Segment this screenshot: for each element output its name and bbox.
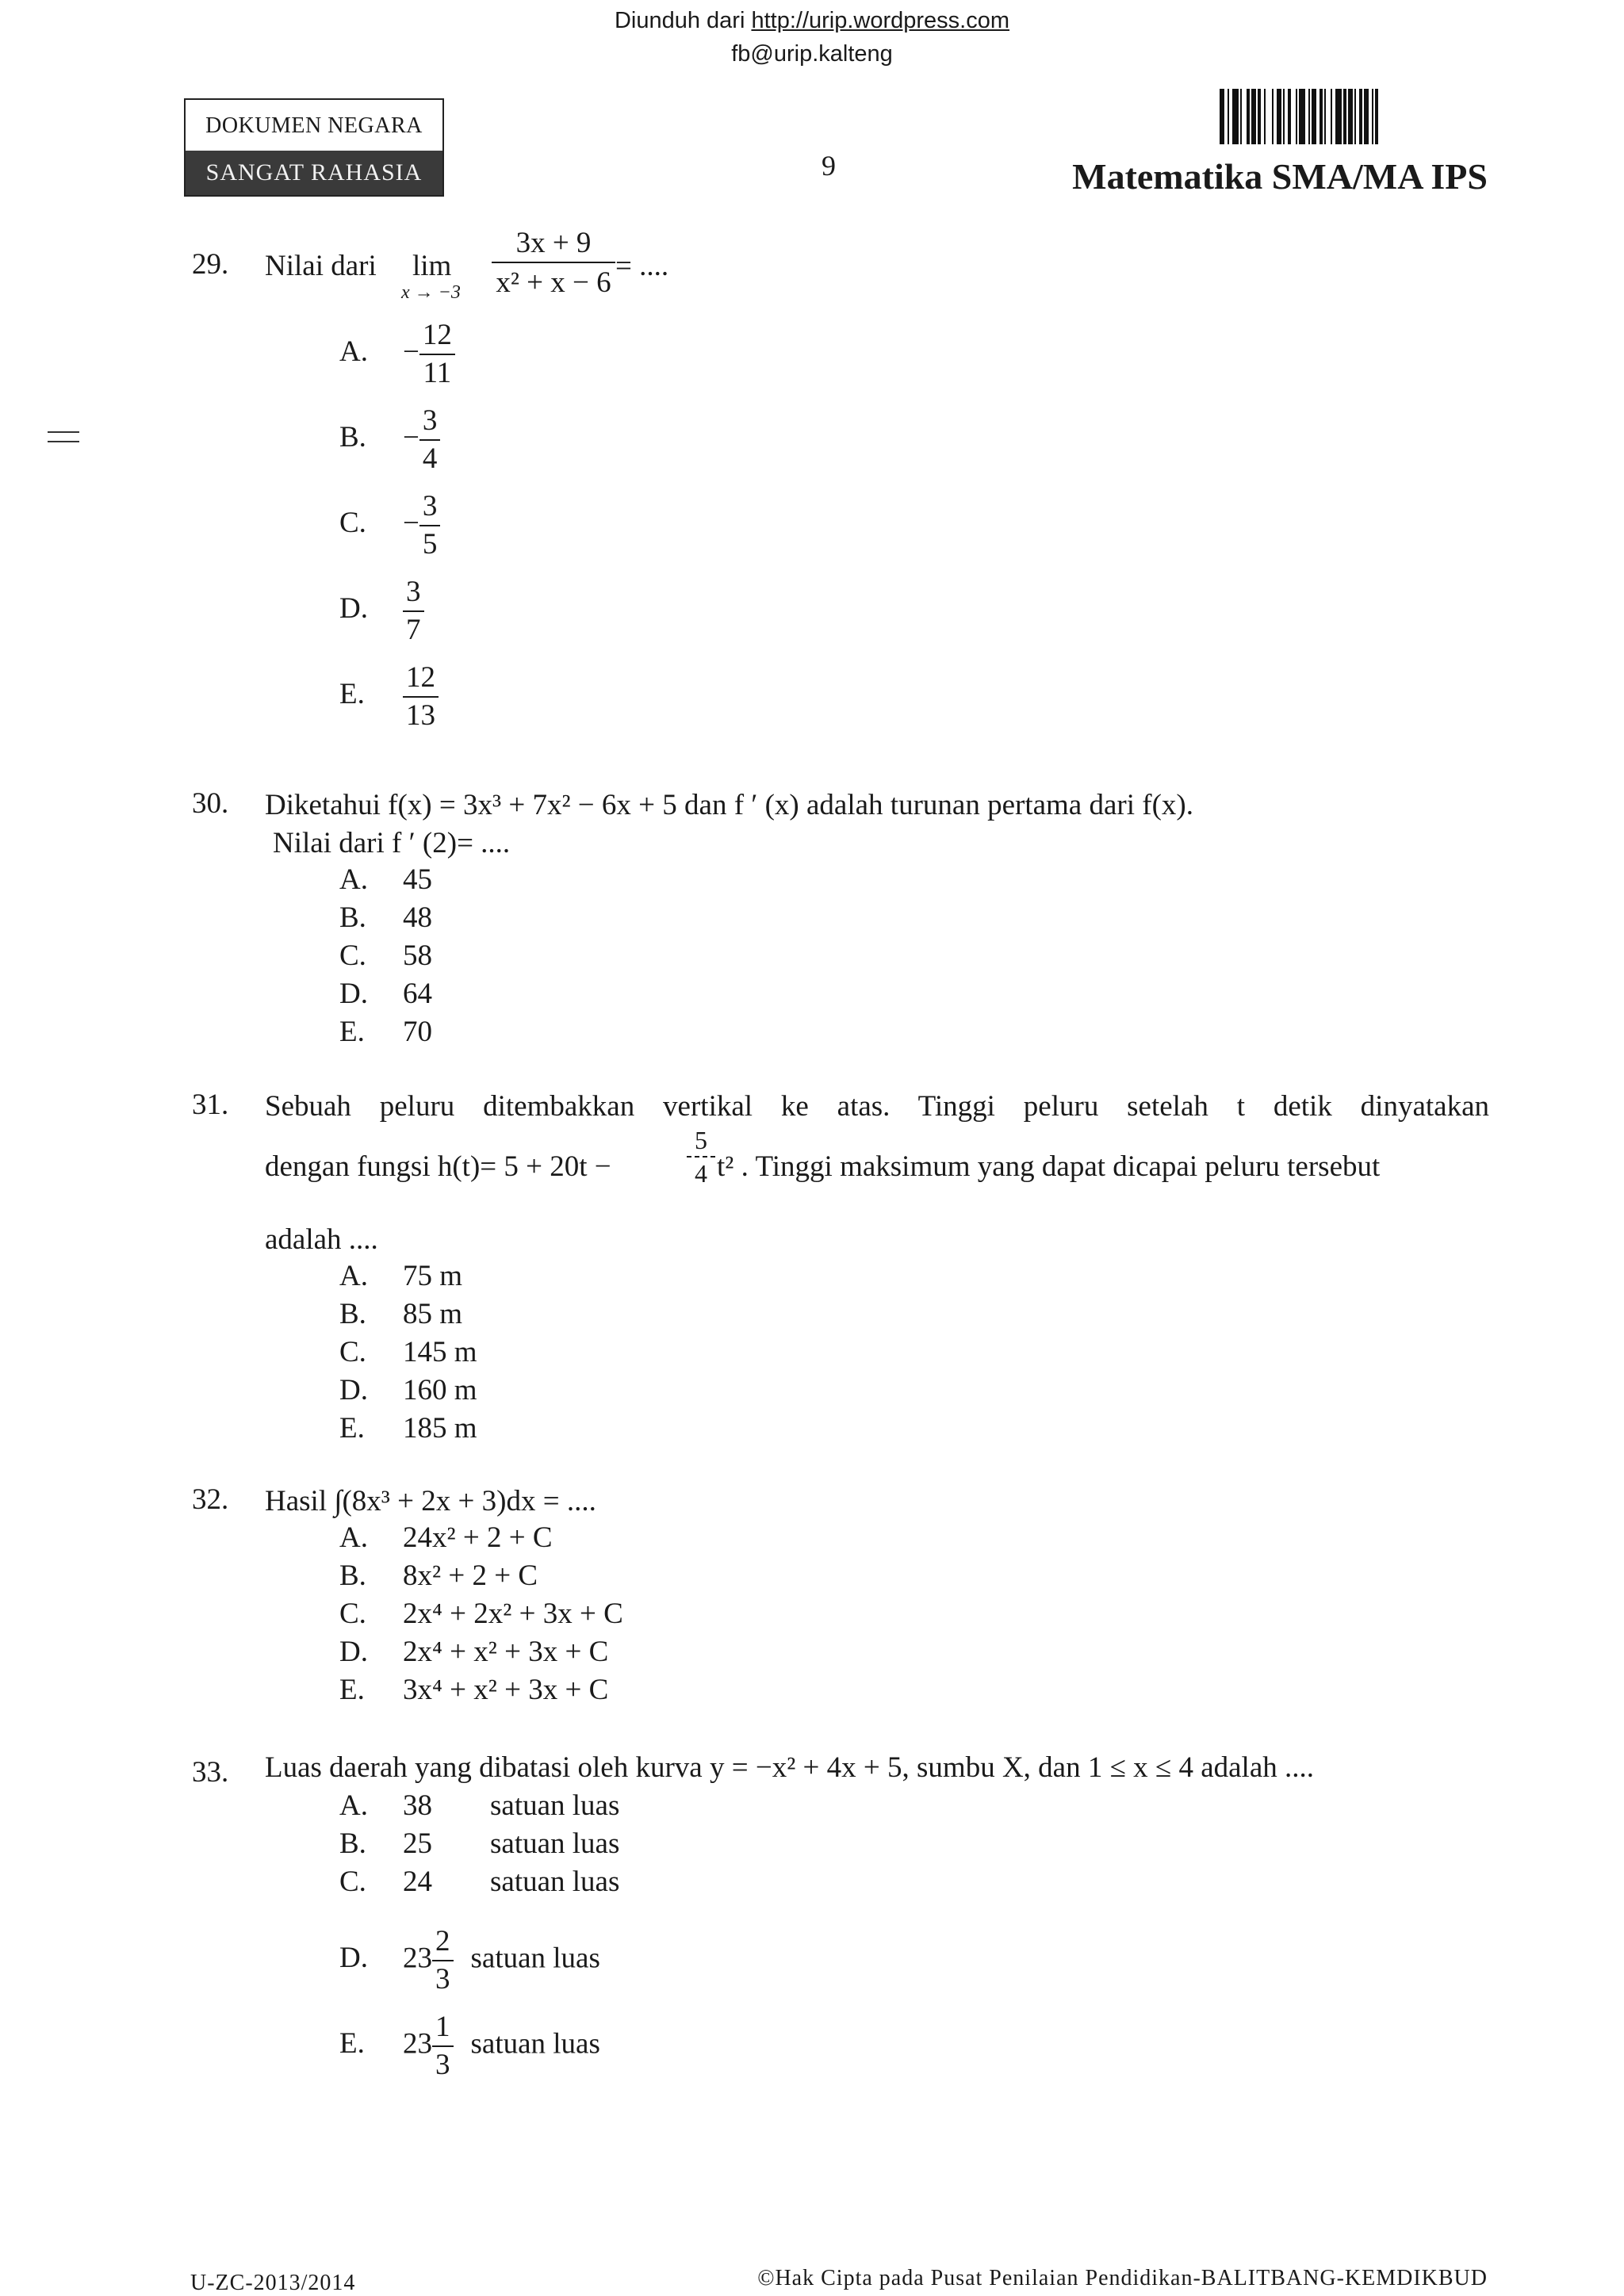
question-number: 29. <box>192 248 229 281</box>
barcode-bar <box>1335 89 1342 144</box>
option-a[interactable]: A. 45 <box>339 863 432 896</box>
margin-mark <box>48 441 79 442</box>
option-b[interactable]: B. 85 m <box>339 1298 463 1330</box>
q29-numerator: 3x + 9 <box>492 225 615 263</box>
q29-denominator: x² + x − 6 <box>496 266 611 299</box>
q31-frac-numerator: 5 <box>687 1124 715 1158</box>
barcode-bar <box>1266 89 1272 144</box>
doc-label-bottom: SANGAT RAHASIA <box>186 151 442 195</box>
barcode-image <box>1220 89 1488 144</box>
option-c[interactable]: C. 145 m <box>339 1336 477 1368</box>
fraction: $\frac{12}{13}$ <box>403 660 439 734</box>
fraction: $\frac{3}{7}$ <box>403 574 424 649</box>
barcode-bar <box>1299 89 1305 144</box>
q29-lim-subscript: x → −3 <box>401 282 461 303</box>
option-d[interactable]: D. 64 <box>339 978 432 1010</box>
question-number: 31. <box>192 1089 229 1121</box>
option-e[interactable]: E. $\frac{12}{13}$ <box>339 660 657 734</box>
option-d[interactable]: D. $\frac{3}{7}$ <box>339 574 657 649</box>
option-d[interactable]: D. 2x⁴ + x² + 3x + C <box>339 1636 609 1668</box>
barcode-bar <box>1378 89 1383 144</box>
option-c[interactable]: C. 2x⁴ + 2x² + 3x + C <box>339 1598 623 1630</box>
fraction: $\frac{3}{5}$ <box>419 488 441 563</box>
fraction: $\frac{1}{3}$ <box>432 2009 454 2084</box>
option-d[interactable]: D. 160 m <box>339 1374 477 1406</box>
q30-stem-line1: Diketahui f(x) = 3x³ + 7x² − 6x + 5 dan f ′ (x) adalah turunan pertama dari f(x). <box>265 789 1193 821</box>
option-a[interactable]: A. 24x² + 2 + C <box>339 1521 553 1554</box>
doc-label-top: DOKUMEN NEGARA <box>205 113 423 138</box>
q31-stem-line1: Sebuah peluru ditembakkan vertikal ke atas. Tinggi peluru setelah t detik dinyatakan <box>265 1090 1489 1123</box>
question-number: 30. <box>192 787 229 820</box>
option-b[interactable]: B. − $\frac{3}{4}$ <box>339 403 657 477</box>
option-b[interactable]: B. 48 <box>339 901 432 934</box>
option-a[interactable]: A. − $\frac{12}{11}$ <box>339 317 657 392</box>
option-a[interactable]: A. 38 satuan luas <box>339 1789 620 1822</box>
source-link[interactable]: http://urip.wordpress.com <box>751 8 1010 33</box>
option-c[interactable]: C. 58 <box>339 939 432 972</box>
option-d[interactable]: D. 23 $\frac{2}{3}$ satuan luas <box>339 1923 815 1998</box>
q29-lim: lim <box>412 250 452 282</box>
question-number: 33. <box>192 1756 229 1789</box>
footer-copyright: ©Hak Cipta pada Pusat Penilaian Pendidikan-BALITBANG-KEMDIKBUD <box>757 2266 1488 2290</box>
option-e[interactable]: E. 185 m <box>339 1412 477 1445</box>
q31-stem-line2b: t² . Tinggi maksimum yang dapat dicapai peluru tersebut <box>717 1150 1381 1183</box>
footer-code: U-ZC-2013/2014 <box>190 2271 356 2295</box>
option-c[interactable]: C. 24 satuan luas <box>339 1866 620 1898</box>
q29-suffix: = .... <box>615 250 669 282</box>
q33-stem: Luas daerah yang dibatasi oleh kurva y = −x² + 4x + 5, sumbu X, dan 1 ≤ x ≤ 4 adalah .... <box>265 1751 1315 1784</box>
option-b[interactable]: B. 8x² + 2 + C <box>339 1559 538 1592</box>
source-fb: fb@urip.kalteng <box>731 41 893 67</box>
source-line: Diunduh dari http://urip.wordpress.com <box>614 8 1010 33</box>
subject-title: Matematika SMA/MA IPS <box>1072 156 1488 197</box>
option-a[interactable]: A. 75 m <box>339 1260 463 1292</box>
option-b[interactable]: B. 25 satuan luas <box>339 1827 620 1860</box>
option-c[interactable]: C. − $\frac{3}{5}$ <box>339 488 657 563</box>
barcode-bar <box>1232 89 1239 144</box>
margin-mark <box>48 431 79 433</box>
page-number: 9 <box>822 150 836 182</box>
q29-prefix: Nilai dari <box>265 250 377 282</box>
document-classification-box <box>184 98 444 197</box>
q31-stem-line3: adalah .... <box>265 1223 378 1256</box>
q32-stem: Hasil ∫(8x³ + 2x + 3)dx = .... <box>265 1485 596 1517</box>
q30-stem-line2: Nilai dari f ′ (2)= .... <box>273 827 511 859</box>
fraction: $\frac{12}{11}$ <box>419 317 455 392</box>
fraction: $\frac{2}{3}$ <box>432 1923 454 1998</box>
q31-stem-line2a: dengan fungsi h(t)= 5 + 20t − <box>265 1150 611 1183</box>
option-e[interactable]: E. 3x⁴ + x² + 3x + C <box>339 1674 609 1706</box>
question-number: 32. <box>192 1483 229 1516</box>
q31-frac-denominator: 4 <box>695 1159 707 1188</box>
option-e[interactable]: E. 70 <box>339 1016 432 1048</box>
fraction: $\frac{3}{4}$ <box>419 403 441 477</box>
option-e[interactable]: E. 23 $\frac{1}{3}$ satuan luas <box>339 2009 815 2084</box>
